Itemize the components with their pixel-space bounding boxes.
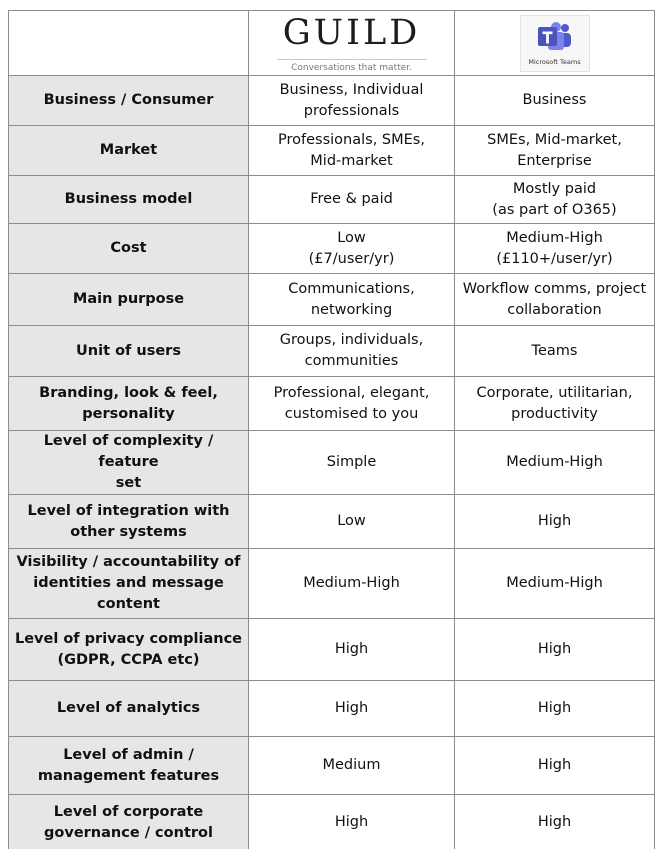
guild-value-line: communities xyxy=(304,353,399,369)
row-label xyxy=(9,224,249,274)
teams-value-text xyxy=(459,511,650,532)
guild-value-line: Simple xyxy=(326,454,377,470)
guild-value-line: Groups, individuals, xyxy=(279,332,424,348)
guild-value xyxy=(249,326,455,377)
row-label-text xyxy=(13,238,244,259)
row-label-line: Business / Consumer xyxy=(43,92,214,108)
teams-value xyxy=(455,619,655,681)
guild-value xyxy=(249,224,455,274)
guild-value-text xyxy=(253,383,450,425)
comparison-table xyxy=(8,10,655,849)
teams-value-text xyxy=(459,573,650,594)
teams-value-line: (as part of O365) xyxy=(492,201,617,218)
guild-value-line: Low xyxy=(337,229,366,246)
teams-value xyxy=(455,377,655,431)
guild-value xyxy=(249,619,455,681)
row-label-line: other systems xyxy=(70,523,187,540)
guild-value-line: customised to you xyxy=(284,405,419,422)
teams-value-text xyxy=(459,698,650,719)
guild-value-line: Mid-market xyxy=(310,152,393,169)
teams-value-line: SMEs, Mid-market, xyxy=(487,131,622,148)
guild-value-line: Free & paid xyxy=(310,191,393,207)
guild-value xyxy=(249,377,455,431)
teams-value xyxy=(455,176,655,224)
teams-value-text xyxy=(459,639,650,660)
row-label-text xyxy=(13,501,244,543)
row-label-text xyxy=(13,289,244,310)
row-label xyxy=(9,76,249,126)
guild-rule xyxy=(277,59,427,60)
guild-value xyxy=(249,549,455,619)
row-label-line: identities and message xyxy=(33,575,224,591)
row-label-text xyxy=(13,431,244,494)
teams-value-line: Workflow comms, project xyxy=(462,280,647,297)
guild-value-line: High xyxy=(334,700,369,716)
microsoft-teams-logo-icon xyxy=(537,21,573,55)
guild-value-text xyxy=(253,80,450,122)
guild-value-text xyxy=(253,189,450,210)
guild-value-text xyxy=(253,573,450,594)
row-label-line: content xyxy=(97,596,160,612)
teams-value xyxy=(455,795,655,849)
row-label-text xyxy=(13,745,244,787)
teams-value-line: Corporate, utilitarian, xyxy=(476,384,633,401)
teams-value-line: Medium-High xyxy=(506,575,603,591)
guild-value-text xyxy=(253,639,450,660)
teams-value-line: Medium-High xyxy=(506,454,603,470)
row-label xyxy=(9,681,249,737)
guild-value-text xyxy=(253,812,450,833)
row-label xyxy=(9,549,249,619)
teams-value xyxy=(455,274,655,326)
teams-value-line: Mostly paid xyxy=(512,180,597,197)
teams-value xyxy=(455,495,655,549)
guild-value-text xyxy=(253,511,450,532)
teams-value xyxy=(455,737,655,795)
row-label xyxy=(9,431,249,495)
row-label-line: Main purpose xyxy=(72,291,185,307)
row-label-line: Level of integration with xyxy=(27,502,230,519)
guild-value xyxy=(249,495,455,549)
table-row xyxy=(9,224,655,274)
teams-value-line: Teams xyxy=(531,342,578,359)
guild-value xyxy=(249,126,455,176)
row-label-line: Level of corporate xyxy=(53,803,204,820)
teams-value-text xyxy=(459,279,650,321)
teams-value-line: High xyxy=(537,641,572,657)
teams-value-line: High xyxy=(537,513,572,529)
row-label-text xyxy=(13,140,244,161)
guild-value-line: Medium xyxy=(322,757,381,773)
teams-value-text xyxy=(459,755,650,776)
guild-value-line: networking xyxy=(310,301,393,318)
row-label-text xyxy=(13,629,244,671)
row-label xyxy=(9,326,249,377)
row-label-line: Visibility / accountability of xyxy=(16,554,241,570)
guild-value xyxy=(249,274,455,326)
table-row xyxy=(9,274,655,326)
row-label-text xyxy=(13,802,244,844)
guild-value-text xyxy=(253,452,450,473)
row-label-line: Level of privacy compliance xyxy=(14,630,243,647)
teams-value-line: productivity xyxy=(511,405,598,422)
row-label-line: governance / control xyxy=(44,824,213,841)
row-label-text xyxy=(13,341,244,362)
guild-value xyxy=(249,76,455,126)
teams-value-text xyxy=(459,452,650,473)
teams-value-line: collaboration xyxy=(507,301,602,318)
row-label xyxy=(9,795,249,849)
teams-value-line: High xyxy=(537,757,572,773)
teams-value xyxy=(455,549,655,619)
row-label-line: personality xyxy=(82,405,175,422)
row-label xyxy=(9,377,249,431)
row-label-text xyxy=(13,90,244,111)
guild-tagline: Conversations that matter. xyxy=(291,62,412,73)
table-row xyxy=(9,795,655,849)
teams-value xyxy=(455,224,655,274)
teams-value-text xyxy=(459,179,650,221)
guild-value-text xyxy=(253,698,450,719)
teams-value-text xyxy=(459,812,650,833)
table-row xyxy=(9,126,655,176)
teams-logo xyxy=(520,15,590,72)
guild-value-line: Low xyxy=(337,513,366,529)
teams-value-line: High xyxy=(537,700,572,716)
header-row xyxy=(9,11,655,76)
teams-value-text xyxy=(459,383,650,425)
guild-value-line: (£7/user/yr) xyxy=(308,250,395,267)
row-label-text xyxy=(13,698,244,719)
teams-value xyxy=(455,681,655,737)
guild-value-line: Medium-High xyxy=(303,575,400,591)
table-row xyxy=(9,681,655,737)
guild-value xyxy=(249,737,455,795)
row-label-line: set xyxy=(115,475,142,491)
guild-value-line: High xyxy=(334,641,369,657)
row-label-line: Branding, look & feel, xyxy=(39,384,218,401)
row-label-line: Cost xyxy=(110,240,147,256)
teams-value-line: Enterprise xyxy=(517,152,592,169)
row-label-line: Level of admin / xyxy=(63,746,194,763)
teams-value xyxy=(455,76,655,126)
teams-value-line: (£110+/user/yr) xyxy=(496,250,613,267)
row-label-line: Level of analytics xyxy=(56,700,201,716)
table-row xyxy=(9,495,655,549)
guild-value-text xyxy=(253,130,450,172)
teams-value-text xyxy=(459,90,650,111)
row-label xyxy=(9,495,249,549)
teams-value xyxy=(455,126,655,176)
row-label-text xyxy=(13,552,244,615)
guild-wordmark: GUILD xyxy=(282,12,421,53)
guild-value-text xyxy=(253,330,450,372)
table-row xyxy=(9,176,655,224)
guild-value-text xyxy=(253,228,450,270)
guild-value-text xyxy=(253,279,450,321)
row-label xyxy=(9,274,249,326)
guild-value xyxy=(249,681,455,737)
teams-caption: Microsoft Teams xyxy=(528,57,581,66)
guild-value xyxy=(249,431,455,495)
row-label-line: Level of complexity / feature xyxy=(43,433,214,470)
row-label xyxy=(9,176,249,224)
row-label xyxy=(9,737,249,795)
row-label-text xyxy=(13,189,244,210)
teams-value-line: High xyxy=(537,814,572,830)
row-label-line: Business model xyxy=(64,191,193,207)
guild-value-line: Professional, elegant, xyxy=(273,384,430,401)
guild-value-text xyxy=(253,755,450,776)
guild-value-line: Communications, xyxy=(288,280,415,297)
table-row xyxy=(9,76,655,126)
teams-value-text xyxy=(459,228,650,270)
row-label-text xyxy=(13,383,244,425)
teams-value-text xyxy=(459,130,650,172)
guild-value-line: professionals xyxy=(303,102,400,119)
row-label-line: (GDPR, CCPA etc) xyxy=(57,651,200,668)
teams-value-text xyxy=(459,341,650,362)
row-label-line: Market xyxy=(99,142,158,158)
corner-cell xyxy=(9,11,249,76)
table-row xyxy=(9,619,655,681)
table-row xyxy=(9,326,655,377)
table-row xyxy=(9,549,655,619)
guild-logo xyxy=(253,13,450,74)
teams-value-line: Medium-High xyxy=(506,229,603,246)
table-row xyxy=(9,431,655,495)
row-label-line: Unit of users xyxy=(76,342,181,359)
guild-value-line: Business, Individual xyxy=(279,81,424,98)
guild-value-line: High xyxy=(334,814,369,830)
guild-value xyxy=(249,795,455,849)
teams-value-line: Business xyxy=(522,92,587,108)
teams-value xyxy=(455,326,655,377)
row-label xyxy=(9,126,249,176)
table-row xyxy=(9,737,655,795)
teams-header xyxy=(455,11,655,76)
guild-value-line: Professionals, SMEs, xyxy=(278,131,425,148)
teams-value xyxy=(455,431,655,495)
guild-value xyxy=(249,176,455,224)
guild-header xyxy=(249,11,455,76)
row-label xyxy=(9,619,249,681)
row-label-line: management features xyxy=(37,767,220,784)
table-row xyxy=(9,377,655,431)
